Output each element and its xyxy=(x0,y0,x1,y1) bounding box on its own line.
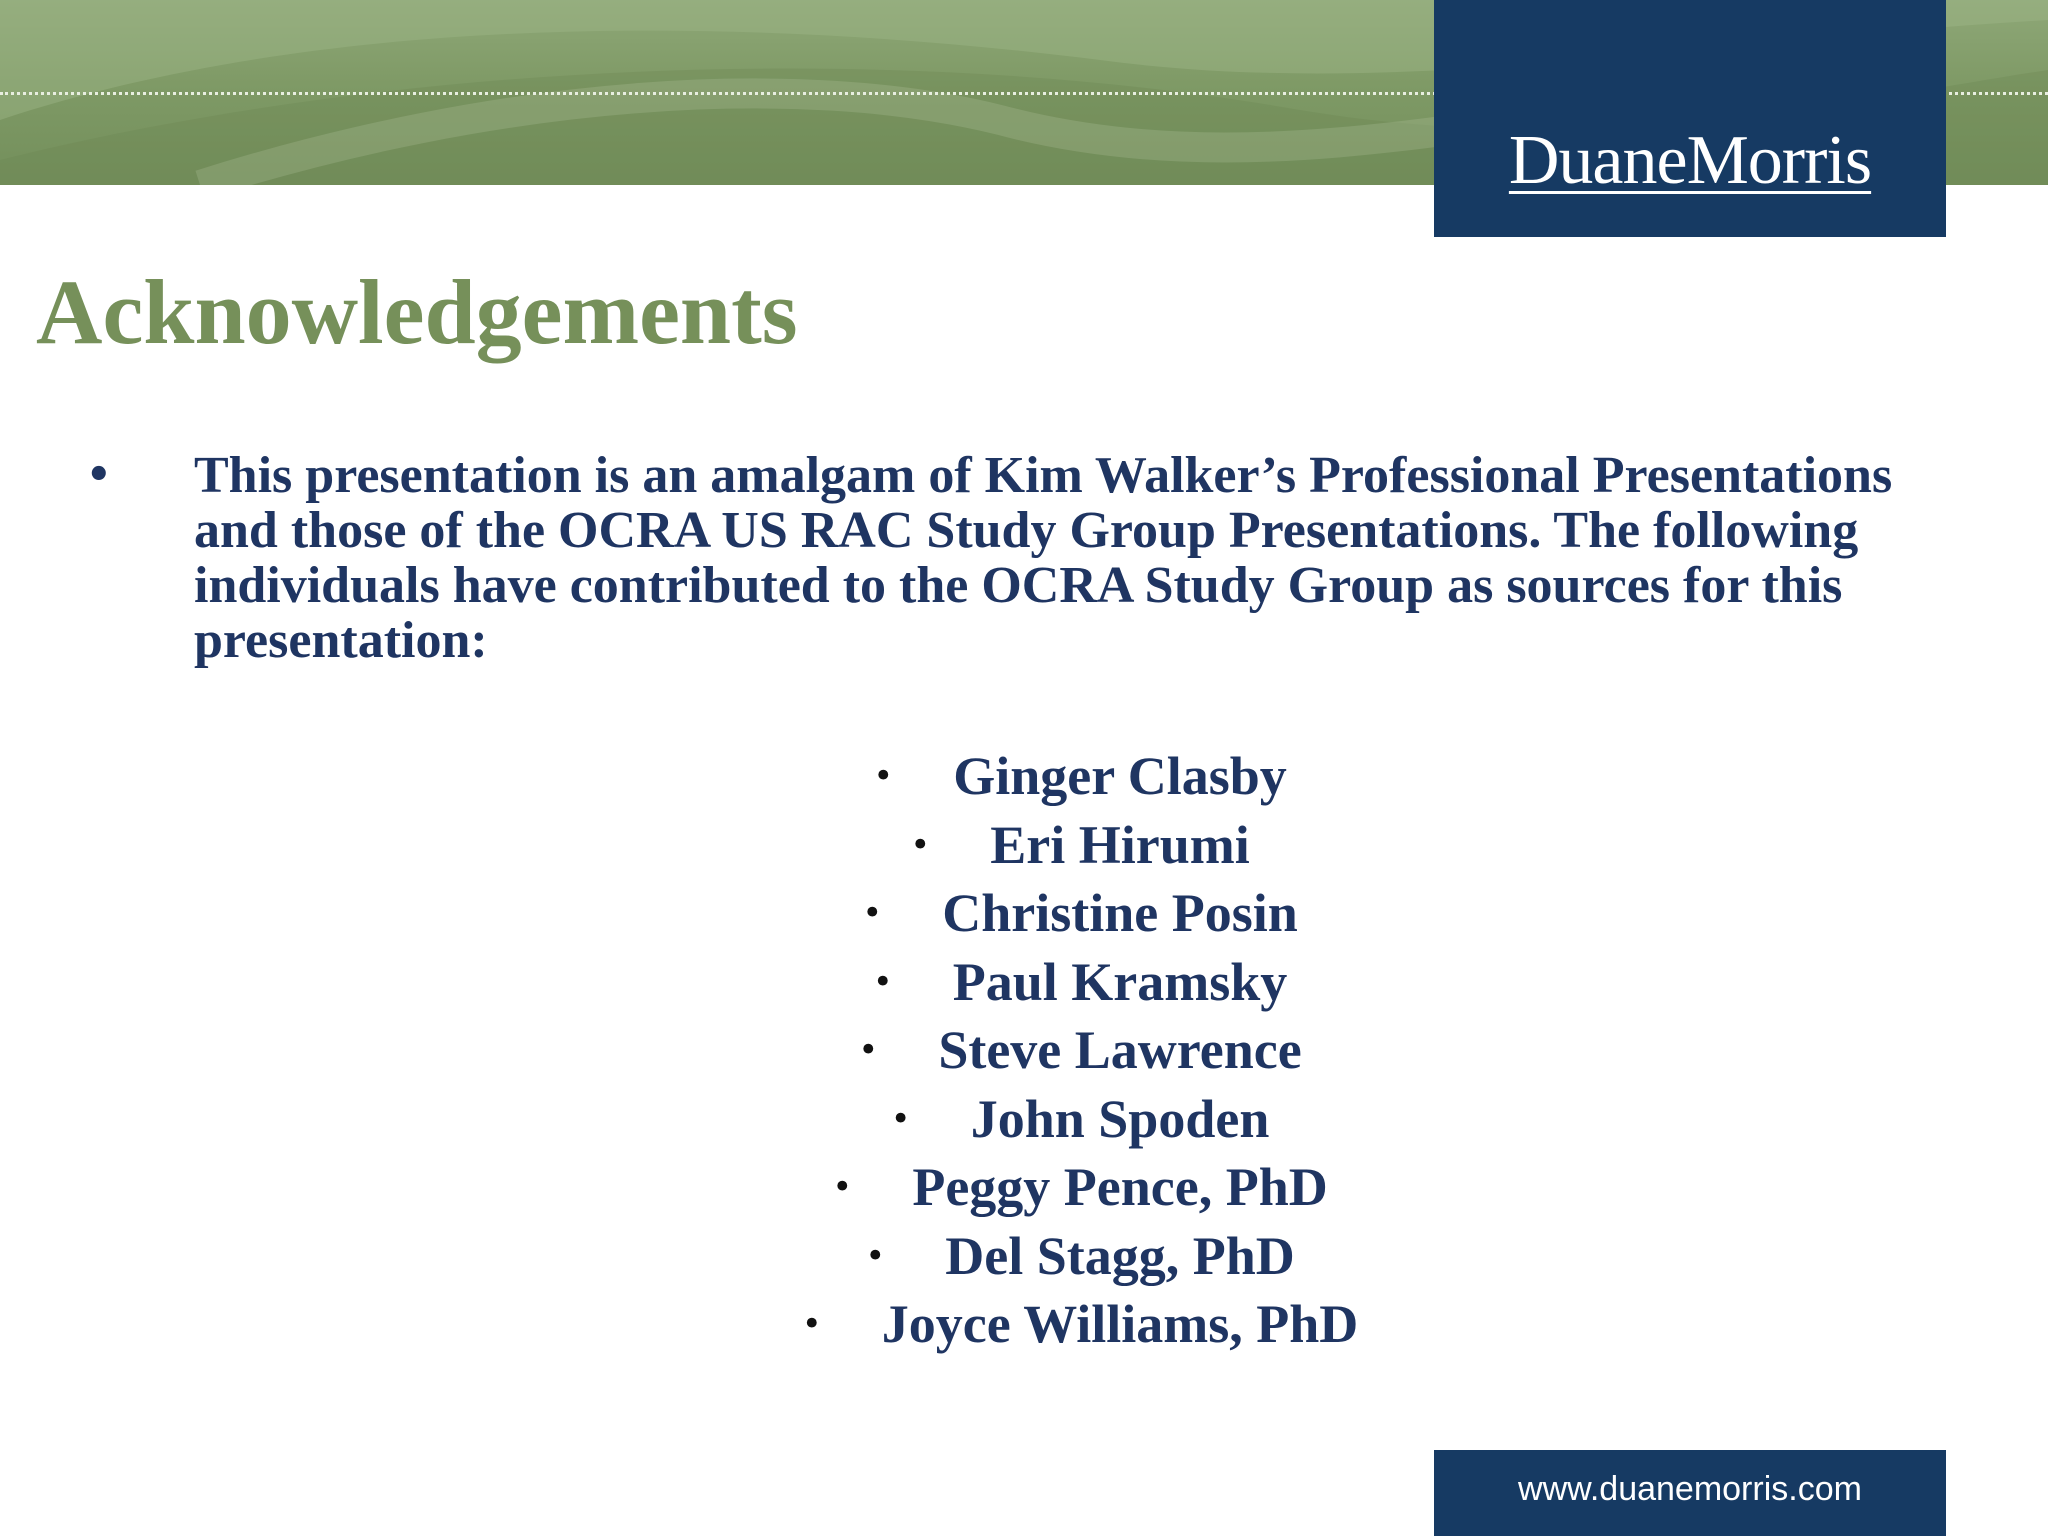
list-item xyxy=(600,1085,1560,1154)
contributor-name: Ginger Clasby xyxy=(953,746,1287,807)
bullet-icon: • xyxy=(801,1304,822,1345)
intro-text: This presentation is an amalgam of Kim Walker’s Professional Presentations and those of the OCRA US RAC Study Group Presentations. The following individuals have contributed to the OCRA Study Group as sources for this presentation: xyxy=(194,447,1893,669)
bullet-icon: • xyxy=(873,756,894,797)
list-item xyxy=(600,811,1560,880)
contributor-name: Paul Kramsky xyxy=(952,951,1288,1012)
contributor-name: Eri Hirumi xyxy=(990,814,1250,875)
slide-title: Acknowledgements xyxy=(36,261,798,363)
bullet-icon: • xyxy=(872,961,893,1002)
footer-url-box xyxy=(1434,1450,1946,1536)
bullet-icon: • xyxy=(862,893,883,934)
bullet-icon: • xyxy=(910,824,931,865)
contributor-name: John Spoden xyxy=(970,1088,1270,1149)
list-item xyxy=(600,742,1560,811)
footer-url: www.duanemorris.com xyxy=(1518,1469,1862,1508)
bullet-icon: • xyxy=(832,1167,853,1208)
list-item xyxy=(600,1222,1560,1291)
bullet-icon: • xyxy=(86,452,112,498)
bullet-icon: • xyxy=(890,1098,911,1139)
contributor-name: Peggy Pence, PhD xyxy=(912,1157,1328,1218)
contributor-list xyxy=(600,742,1560,1359)
bullet-icon: • xyxy=(865,1235,886,1276)
bullet-icon: • xyxy=(858,1030,879,1071)
contributor-name: Christine Posin xyxy=(942,883,1298,944)
list-item xyxy=(600,1290,1560,1359)
contributor-name: Del Stagg, PhD xyxy=(945,1225,1295,1286)
list-item xyxy=(600,879,1560,948)
logo-text: DuaneMorris xyxy=(1508,121,1872,199)
list-item xyxy=(600,948,1560,1017)
contributor-name: Joyce Williams, PhD xyxy=(881,1294,1359,1355)
list-item xyxy=(600,1153,1560,1222)
contributor-name: Steve Lawrence xyxy=(938,1020,1302,1081)
list-item xyxy=(600,1016,1560,1085)
duane-morris-logo xyxy=(1434,0,1946,237)
intro-bullet xyxy=(86,448,1966,668)
